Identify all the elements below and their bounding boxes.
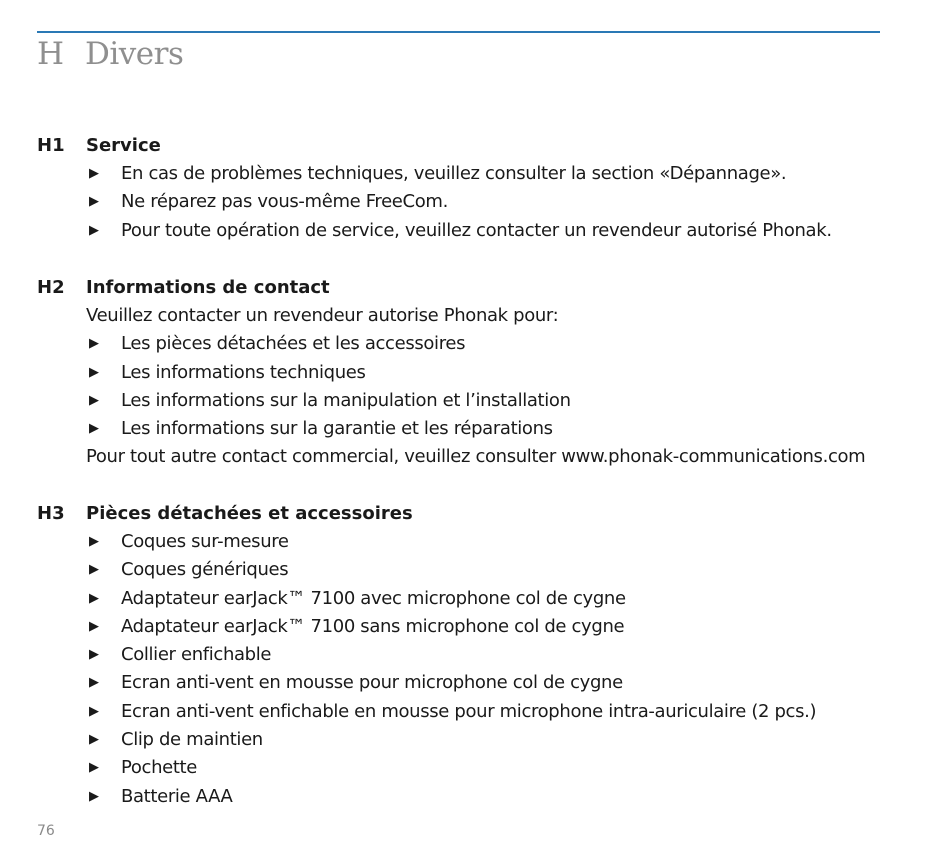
section-contact bbox=[37, 274, 917, 472]
list-item bbox=[37, 387, 917, 415]
list-item bbox=[37, 783, 917, 811]
list-item-text: Clip de maintien bbox=[121, 729, 263, 751]
list-item-text: Ecran anti-vent enfichable en mousse pour microphone intra-auriculaire (2 pcs.) bbox=[121, 700, 817, 722]
list-item bbox=[37, 415, 917, 443]
section-service bbox=[37, 132, 917, 245]
bullet-arrow-icon: ▶ bbox=[89, 194, 99, 210]
list-item bbox=[37, 556, 917, 584]
list-item bbox=[37, 188, 917, 216]
section-title: Pièces détachées et accessoires bbox=[86, 503, 413, 524]
bullet-arrow-icon: ▶ bbox=[89, 392, 99, 408]
list-item-text: Adaptateur earJack™ 7100 sans microphone col de cygne bbox=[121, 615, 625, 637]
bullet-arrow-icon: ▶ bbox=[89, 675, 99, 691]
section-intro: Veuillez contacter un revendeur autorise Phonak pour: bbox=[86, 305, 559, 326]
list-item-text: Collier enfichable bbox=[121, 644, 272, 666]
list-item-text: Adaptateur earJack™ 7100 avec microphone col de cygne bbox=[121, 587, 626, 609]
list-item-text: Les pièces détachées et les accessoires bbox=[121, 333, 466, 355]
list-item-text: Ecran anti-vent en mousse pour microphone col de cygne bbox=[121, 672, 623, 694]
chapter-title: Divers bbox=[85, 36, 184, 72]
list-item-text: Les informations sur la manipulation et l’installation bbox=[121, 389, 571, 411]
bullet-arrow-icon: ▶ bbox=[89, 788, 99, 804]
bullet-arrow-icon: ▶ bbox=[89, 562, 99, 578]
bullet-arrow-icon: ▶ bbox=[89, 732, 99, 748]
list-item-text: Les informations sur la garantie et les réparations bbox=[121, 418, 553, 440]
list-item bbox=[37, 217, 917, 245]
bullet-arrow-icon: ▶ bbox=[89, 703, 99, 719]
list-item bbox=[37, 613, 917, 641]
bullet-arrow-icon: ▶ bbox=[89, 364, 99, 380]
section-outro: Pour tout autre contact commercial, veuillez consulter www.phonak-communications.com bbox=[86, 446, 866, 468]
section-number: H1 bbox=[37, 135, 65, 156]
bullet-arrow-icon: ▶ bbox=[89, 618, 99, 634]
list-item bbox=[37, 528, 917, 556]
section-heading bbox=[37, 274, 917, 302]
section-heading bbox=[37, 500, 917, 528]
bullet-arrow-icon: ▶ bbox=[89, 534, 99, 549]
list-item bbox=[37, 698, 917, 726]
page-number: 76 bbox=[37, 823, 55, 839]
bullet-arrow-icon: ▶ bbox=[89, 760, 99, 776]
section-number: H2 bbox=[37, 277, 65, 298]
section-title: Service bbox=[86, 135, 161, 156]
list-item-text: Ne réparez pas vous-même FreeCom. bbox=[121, 191, 448, 213]
section-heading bbox=[37, 132, 917, 160]
list-item bbox=[37, 726, 917, 754]
bullet-arrow-icon: ▶ bbox=[89, 336, 99, 352]
list-item bbox=[37, 330, 917, 358]
list-item-text: Coques sur-mesure bbox=[121, 531, 289, 552]
chapter-heading bbox=[37, 36, 183, 72]
list-item-text: Les informations techniques bbox=[121, 361, 366, 383]
section-title: Informations de contact bbox=[86, 277, 330, 298]
list-item-text: Pour toute opération de service, veuillez contacter un revendeur autorisé Phonak. bbox=[121, 219, 832, 241]
chapter-letter: H bbox=[37, 36, 64, 72]
bullet-arrow-icon: ▶ bbox=[89, 222, 99, 238]
section-number: H3 bbox=[37, 503, 65, 524]
list-item bbox=[37, 669, 917, 697]
list-item bbox=[37, 359, 917, 387]
list-item bbox=[37, 585, 917, 613]
list-item-text: Coques génériques bbox=[121, 559, 289, 581]
list-item bbox=[37, 160, 917, 188]
bullet-arrow-icon: ▶ bbox=[89, 647, 99, 663]
bullet-arrow-icon: ▶ bbox=[89, 421, 99, 437]
section-spare-parts bbox=[37, 500, 917, 811]
chapter-rule bbox=[37, 31, 880, 33]
list-item-text: Pochette bbox=[121, 757, 197, 779]
list-item bbox=[37, 754, 917, 782]
bullet-arrow-icon: ▶ bbox=[89, 166, 99, 181]
bullet-arrow-icon: ▶ bbox=[89, 590, 99, 606]
list-item bbox=[37, 641, 917, 669]
list-item-text: Batterie AAA bbox=[121, 785, 233, 807]
list-item-text: En cas de problèmes techniques, veuillez consulter la section «Dépannage». bbox=[121, 163, 787, 184]
